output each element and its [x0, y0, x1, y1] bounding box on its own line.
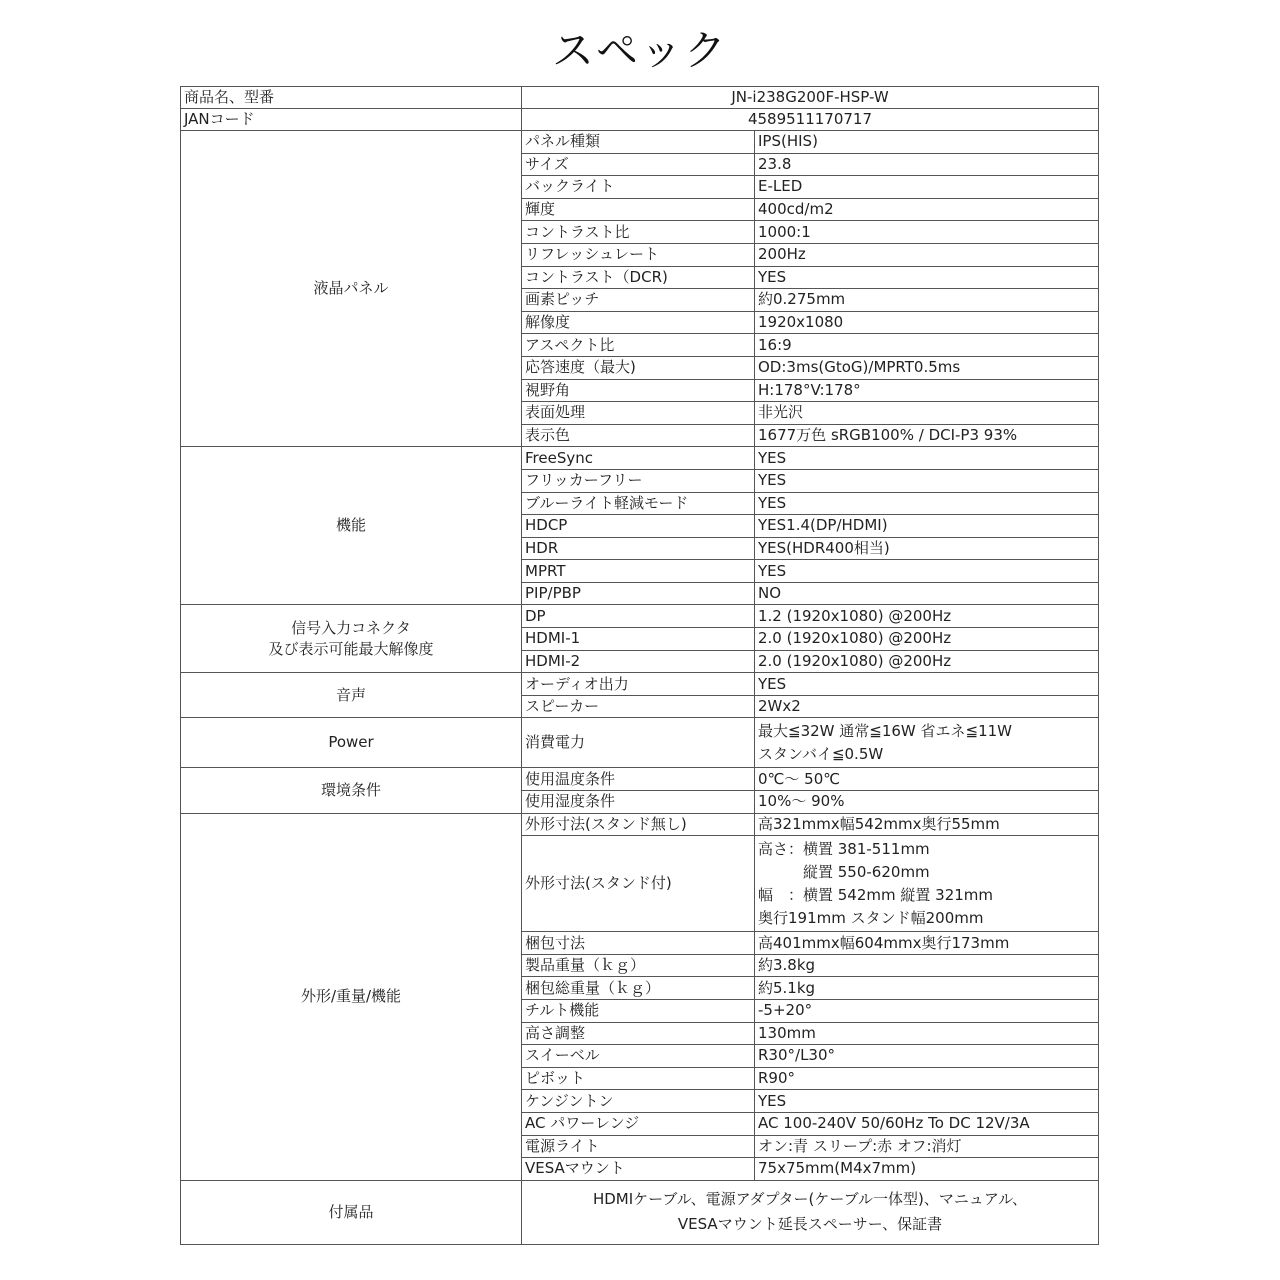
- spec-value: YES: [755, 560, 1099, 583]
- spec-value-line: 縦置 550-620mm: [758, 862, 930, 881]
- group-label-line: 及び表示可能最大解像度: [268, 639, 434, 658]
- spec-key: コントラスト（DCR): [522, 266, 755, 289]
- spec-value: 130mm: [755, 1022, 1099, 1045]
- spec-key: 高さ調整: [522, 1022, 755, 1045]
- spec-value: YES1.4(DP/HDMI): [755, 515, 1099, 538]
- spec-key: VESAマウント: [522, 1158, 755, 1181]
- spec-value: 200Hz: [755, 243, 1099, 266]
- spec-value: 2Wx2: [755, 695, 1099, 718]
- spec-key: 視野角: [522, 379, 755, 402]
- spec-key: オーディオ出力: [522, 673, 755, 696]
- spec-key: パネル種類: [522, 131, 755, 154]
- spec-value: R30°/L30°: [755, 1045, 1099, 1068]
- spec-value: 75x75mm(M4x7mm): [755, 1158, 1099, 1181]
- spec-key: スイーベル: [522, 1045, 755, 1068]
- spec-value: 2.0 (1920x1080) @200Hz: [755, 628, 1099, 651]
- spec-key: HDR: [522, 537, 755, 560]
- spec-key: 梱包総重量（ｋｇ）: [522, 977, 755, 1000]
- spec-value: YES: [755, 492, 1099, 515]
- spec-key: 外形寸法(スタンド無し): [522, 813, 755, 836]
- spec-value: 約5.1kg: [755, 977, 1099, 1000]
- spec-value: 1920x1080: [755, 311, 1099, 334]
- jan-label: JANコード: [181, 109, 522, 131]
- spec-key: フリッカーフリー: [522, 469, 755, 492]
- table-row: [181, 131, 1099, 154]
- spec-value: オン:青 スリープ:赤 オフ:消灯: [755, 1135, 1099, 1158]
- spec-value: H:178°V:178°: [755, 379, 1099, 402]
- accessories-value: [522, 1180, 1099, 1244]
- spec-key: 消費電力: [522, 718, 755, 768]
- page-title: スペック: [551, 26, 728, 75]
- spec-key: HDCP: [522, 515, 755, 538]
- group-label: [181, 605, 522, 673]
- spec-value: 0℃～ 50℃: [755, 768, 1099, 791]
- spec-key: サイズ: [522, 153, 755, 176]
- spec-key: チルト機能: [522, 1000, 755, 1023]
- spec-key: ケンジントン: [522, 1090, 755, 1113]
- accessories-line: HDMIケーブル、電源アダプター(ケーブル一体型)、マニュアル、: [592, 1190, 1028, 1209]
- spec-value: 約3.8kg: [755, 954, 1099, 977]
- spec-value-line: 高さ：横置 381-511mm: [758, 839, 930, 858]
- spec-value: 400cd/m2: [755, 198, 1099, 221]
- accessories-label: 付属品: [181, 1180, 522, 1244]
- spec-value-line: 奥行191mm スタンド幅200mm: [758, 908, 984, 927]
- model-value: JN-i238G200F-HSP-W: [522, 87, 1099, 109]
- spec-key: MPRT: [522, 560, 755, 583]
- spec-value: -5+20°: [755, 1000, 1099, 1023]
- spec-key: AC パワーレンジ: [522, 1112, 755, 1135]
- spec-value-line: 最大≦32W 通常≦16W 省エネ≦11W: [758, 721, 1012, 740]
- spec-value: 23.8: [755, 153, 1099, 176]
- spec-value: R90°: [755, 1067, 1099, 1090]
- spec-value: YES: [755, 673, 1099, 696]
- model-row: [181, 87, 1099, 109]
- spec-value: YES: [755, 447, 1099, 470]
- jan-row: [181, 109, 1099, 131]
- table-row: [181, 718, 1099, 768]
- spec-key: コントラスト比: [522, 221, 755, 244]
- spec-value: 16:9: [755, 334, 1099, 357]
- spec-value: YES: [755, 469, 1099, 492]
- spec-key: 外形寸法(スタンド付): [522, 836, 755, 932]
- spec-table: [180, 86, 1099, 1245]
- spec-value: YES(HDR400相当): [755, 537, 1099, 560]
- group-label: 外形/重量/機能: [181, 813, 522, 1180]
- spec-key: リフレッシュレート: [522, 243, 755, 266]
- spec-value: 1.2 (1920x1080) @200Hz: [755, 605, 1099, 628]
- table-row: [181, 813, 1099, 836]
- group-label: 機能: [181, 447, 522, 605]
- group-label: Power: [181, 718, 522, 768]
- spec-key: 使用温度条件: [522, 768, 755, 791]
- spec-key: アスペクト比: [522, 334, 755, 357]
- spec-value: 2.0 (1920x1080) @200Hz: [755, 650, 1099, 673]
- spec-value: AC 100-240V 50/60Hz To DC 12V/3A: [755, 1112, 1099, 1135]
- spec-key: 電源ライト: [522, 1135, 755, 1158]
- spec-key: スピーカー: [522, 695, 755, 718]
- spec-key: バックライト: [522, 176, 755, 199]
- group-label: 環境条件: [181, 768, 522, 813]
- spec-key: 使用湿度条件: [522, 791, 755, 814]
- spec-key: HDMI-2: [522, 650, 755, 673]
- spec-value: 高401mmx幅604mmx奥行173mm: [755, 932, 1099, 955]
- spec-value: 高321mmx幅542mmx奥行55mm: [755, 813, 1099, 836]
- spec-value-line: 幅 ：横置 542mm 縦置 321mm: [758, 885, 994, 904]
- group-label: 液晶パネル: [181, 131, 522, 447]
- spec-value: 非光沢: [755, 402, 1099, 425]
- spec-value: NO: [755, 582, 1099, 605]
- group-label: 音声: [181, 673, 522, 718]
- spec-value-line: スタンバイ≦0.5W: [758, 744, 884, 763]
- spec-key: FreeSync: [522, 447, 755, 470]
- spec-key: HDMI-1: [522, 628, 755, 651]
- spec-value: 約0.275mm: [755, 289, 1099, 312]
- spec-value: 10%～ 90%: [755, 791, 1099, 814]
- spec-key: 表示色: [522, 424, 755, 447]
- model-label: 商品名、型番: [181, 87, 522, 109]
- spec-value: 1000:1: [755, 221, 1099, 244]
- accessories-line: VESAマウント延長スペーサー、保証書: [677, 1215, 943, 1234]
- jan-value: 4589511170717: [522, 109, 1099, 131]
- spec-key: PIP/PBP: [522, 582, 755, 605]
- table-row: [181, 447, 1099, 470]
- table-row: [181, 673, 1099, 696]
- spec-value: 1677万色 sRGB100% / DCI-P3 93%: [755, 424, 1099, 447]
- spec-key: DP: [522, 605, 755, 628]
- spec-value: YES: [755, 266, 1099, 289]
- group-label-line: 信号入力コネクタ: [291, 618, 411, 637]
- table-row: [181, 605, 1099, 628]
- accessories-row: [181, 1180, 1099, 1244]
- spec-value: YES: [755, 1090, 1099, 1113]
- spec-value: OD:3ms(GtoG)/MPRT0.5ms: [755, 356, 1099, 379]
- spec-key: 解像度: [522, 311, 755, 334]
- spec-key: 製品重量（ｋｇ）: [522, 954, 755, 977]
- spec-key: ピボット: [522, 1067, 755, 1090]
- spec-value: [755, 836, 1099, 932]
- spec-value: IPS(HIS): [755, 131, 1099, 154]
- table-row: [181, 768, 1099, 791]
- spec-key: 画素ピッチ: [522, 289, 755, 312]
- spec-key: 輝度: [522, 198, 755, 221]
- spec-key: 梱包寸法: [522, 932, 755, 955]
- spec-key: 応答速度（最大): [522, 356, 755, 379]
- spec-key: ブルーライト軽減モード: [522, 492, 755, 515]
- spec-value: [755, 718, 1099, 768]
- spec-value: E-LED: [755, 176, 1099, 199]
- spec-key: 表面処理: [522, 402, 755, 425]
